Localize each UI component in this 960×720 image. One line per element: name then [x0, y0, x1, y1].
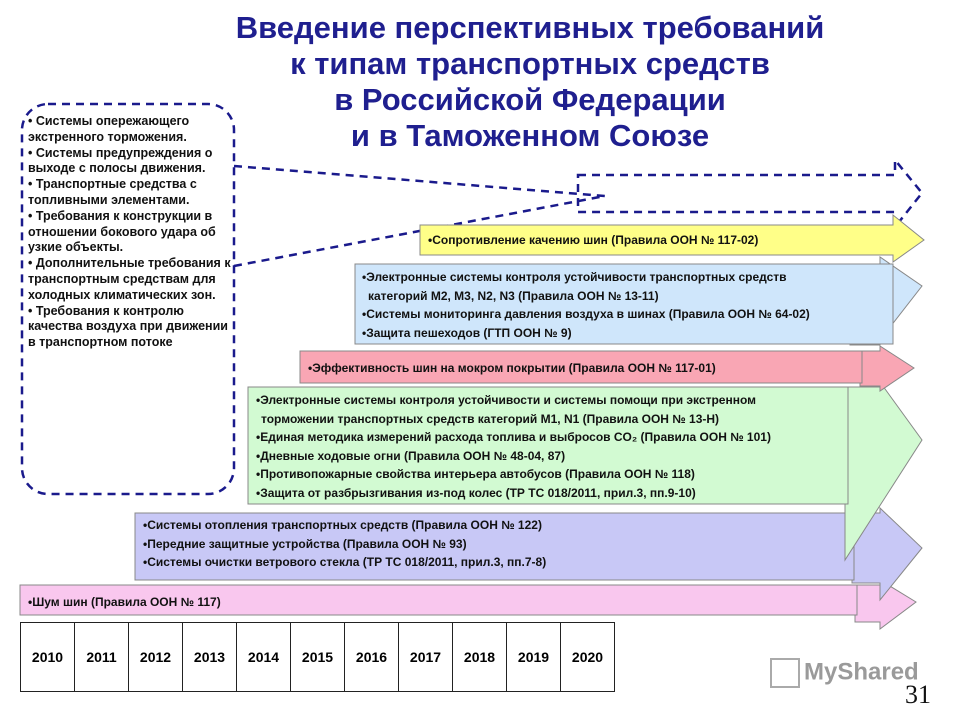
band-item: •Защита от разбрызгивания из-под колес (ТР ТС 018/2011, прил.3, пп.9-10) [256, 485, 696, 500]
band-item: •Шум шин (Правила ООН № 117) [28, 595, 221, 609]
band-item: •Системы мониторинга давления воздуха в шинах (Правила ООН № 64-02) [362, 307, 810, 321]
band-item: •Дневные ходовые огни (Правила ООН № 48-04, 87) [256, 448, 566, 463]
band-item: •Электронные системы контроля устойчивости транспортных средств [362, 270, 787, 284]
title-line-3: в Российской Федерации [334, 82, 726, 117]
page-number: 31 [905, 680, 931, 709]
title-line-4: и в Таможенном Союзе [350, 118, 710, 153]
band-blue-text [362, 268, 810, 342]
band-item: •Эффективность шин на мокром покрытии (Правила ООН № 117-01) [308, 361, 716, 375]
band-red-text [308, 359, 716, 378]
band-green-text [256, 391, 771, 502]
future-item: • Требования к контролю качества воздуха при движении в транспортном потоке [28, 303, 228, 350]
future-item: • Транспортные средства с топливными элементами. [28, 177, 197, 207]
future-item: • Системы опережающего экстренного торможения. [28, 114, 190, 144]
band-red-arrow-head [860, 346, 914, 391]
year-cell: 2020 [561, 623, 615, 692]
year-cell: 2019 [507, 623, 561, 692]
year-cell: 2010 [21, 623, 75, 692]
year-cell: 2018 [453, 623, 507, 692]
year-cell: 2017 [399, 623, 453, 692]
future-item: • Дополнительные требования к транспортным средствам для холодных климатических зон. [28, 256, 231, 302]
year-cell: 2016 [345, 623, 399, 692]
title-line-1: Введение перспективных требований [235, 10, 825, 45]
year-cell: 2014 [237, 623, 291, 692]
callout-connector-top [234, 166, 605, 196]
band-item: •Системы отопления транспортных средств (Правила ООН № 122) [143, 518, 542, 532]
band-item: •Сопротивление качению шин (Правила ООН № 117-02) [428, 233, 759, 247]
future-requirements-list [28, 114, 233, 351]
band-item: категорий М2, М3, N2, N3 (Правила ООН № 13-11) [368, 288, 659, 303]
band-purple-text [143, 516, 546, 572]
future-item: • Требования к конструкции в отношении бокового удара об узкие объекты. [28, 208, 216, 255]
band-item: •Защита пешеходов (ГТП ООН № 9) [362, 325, 572, 340]
year-timeline [20, 622, 615, 692]
year-cell: 2012 [129, 623, 183, 692]
year-cell: 2013 [183, 623, 237, 692]
band-yellow-text [428, 231, 758, 250]
band-item: •Противопожарные свойства интерьера автобусов (Правила ООН № 118) [256, 467, 695, 481]
future-item: • Системы предупреждения о выходе с полосы движения. [28, 145, 213, 176]
band-item: •Передние защитные устройства (Правила ООН № 93) [143, 536, 467, 551]
watermark-text: MyShared [804, 658, 919, 686]
year-row [21, 623, 615, 692]
band-item: •Электронные системы контроля устойчивости и системы помощи при экстренном [256, 393, 756, 407]
watermark-logo [770, 658, 919, 688]
year-cell: 2011 [75, 623, 129, 692]
band-item: торможении транспортных средств категорий М1, N1 (Правила ООН № 13-Н) [261, 411, 720, 426]
presentation-icon [770, 658, 800, 688]
title-line-2: к типам транспортных средств [290, 46, 770, 81]
future-dashed-arrow [578, 160, 922, 227]
band-item: •Единая методика измерений расхода топлива и выбросов CO₂ (Правила ООН № 101) [256, 430, 771, 444]
band-pink-text [28, 593, 221, 612]
band-item: •Системы очистки ветрового стекла (ТР ТС 018/2011, прил.3, пп.7-8) [143, 555, 547, 569]
year-cell: 2015 [291, 623, 345, 692]
